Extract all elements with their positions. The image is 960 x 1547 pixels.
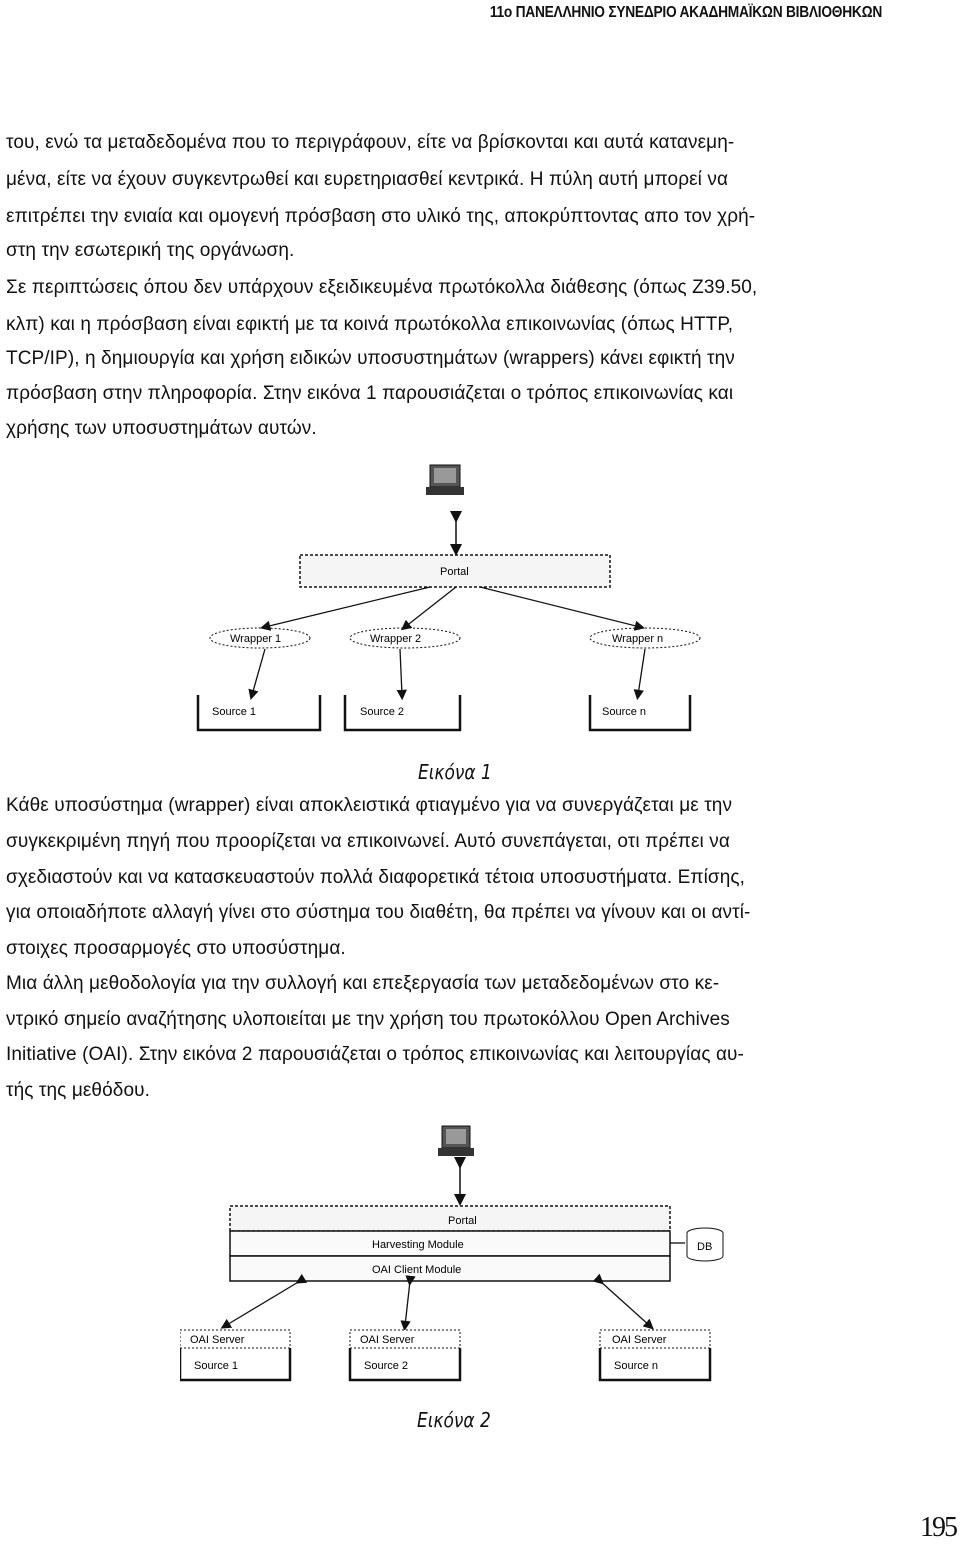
text-line: στοιχες προσαρμογές στο υποσύστημα. (6, 938, 346, 959)
text-line: μένα, είτε να έχουν συγκεντρωθεί και ευρετηριασθεί κεντρικά. Η πύλη αυτή μπορεί να (6, 169, 729, 190)
text-line: Σε περιπτώσεις όπου δεν υπάρχουν εξειδικευμένα πρωτόκολλα διάθεσης (όπως Ζ39.50, (6, 277, 758, 298)
running-header: 11ο ΠΑΝΕΛΛΗΝΙΟ ΣΥΝΕΔΡΙΟ ΑΚΑΔΗΜΑΪΚΩΝ ΒΙΒΛΙΟΘΗΚΩΝ (489, 4, 882, 21)
source-label: Source 1 (212, 706, 257, 718)
text-line: επιτρέπει την ενιαία και ομογενή πρόσβαση στο υλικό της, αποκρύπτοντας απο τον χρή- (6, 206, 756, 227)
wrapper-label: Wrapper 2 (370, 633, 422, 645)
figure-2-caption: Εικόνα 2 (417, 1408, 491, 1432)
text-line: σχεδιαστούν και να κατασκευαστούν πολλά διαφορετικά τέτοια υποσυστήματα. Επίσης, (6, 867, 746, 888)
text-line: για οποιαδήποτε αλλαγή γίνει στο σύστημα του διαθέτη, θα πρέπει να γίνουν και οι αντί- (6, 902, 751, 923)
wrapper-label: Wrapper 1 (230, 633, 282, 645)
figure-2-diagram (180, 1118, 740, 1398)
oai-server-label: OAI Server (190, 1334, 245, 1346)
oai-client-module-label: OAI Client Module (372, 1264, 462, 1276)
oai-server-label: OAI Server (612, 1334, 667, 1346)
text-line: τής της μεθόδου. (6, 1080, 150, 1101)
wrapper-label: Wrapper n (612, 633, 664, 645)
text-line: TCP/IP), η δημιουργία και χρήση ειδικών υποσυστημάτων (wrappers) κάνει εφικτή την (6, 348, 735, 369)
source-label: Source 1 (194, 1360, 239, 1372)
computer-icon (426, 465, 464, 495)
text-line: Κάθε υποσύστημα (wrapper) είναι αποκλειστικά φτιαγμένο για να συνεργάζεται με την (6, 795, 733, 816)
text-line: στη την εσωτερική της οργάνωση. (6, 240, 295, 261)
source-label: Source n (602, 706, 647, 718)
harvesting-module-label: Harvesting Module (372, 1239, 464, 1251)
source-label: Source 2 (364, 1360, 409, 1372)
text-line: του, ενώ τα μεταδεδομένα που το περιγράφουν, είτε να βρίσκονται και αυτά κατανεμη- (6, 132, 735, 153)
oai-server-label: OAI Server (360, 1334, 415, 1346)
db-label: DB (697, 1241, 713, 1253)
portal-label: Portal (448, 1215, 477, 1227)
text-line: κλπ) και η πρόσβαση είναι εφικτή με τα κοινά πρωτόκολλα επικοινωνίας (όπως HTTP, (6, 314, 734, 335)
text-line: πρόσβαση στην πληροφορία. Στην εικόνα 1 παρουσιάζεται ο τρόπος επικοινωνίας και (6, 383, 734, 404)
figure-1-diagram (190, 455, 720, 745)
portal-label: Portal (440, 566, 469, 578)
text-line: Initiative (OAI). Στην εικόνα 2 παρουσιάζεται ο τρόπος επικοινωνίας και λειτουργίας αυ- (6, 1044, 744, 1065)
text-line: συγκεκριμένη πηγή που προορίζεται να επικοινωνεί. Αυτό συνεπάγεται, οτι πρέπει να (6, 831, 730, 852)
text-line: ντρικό σημείο αναζήτησης υλοποιείται με την χρήση του πρωτοκόλλου Open Archives (6, 1009, 730, 1030)
source-label: Source 2 (360, 706, 405, 718)
page-number: 195 (920, 1512, 956, 1543)
text-line: χρήσης των υποσυστημάτων αυτών. (6, 418, 317, 439)
text-line: Μια άλλη μεθοδολογία για την συλλογή και επεξεργασία των μεταδεδομένων στο κε- (6, 973, 720, 994)
figure-1-caption: Εικόνα 1 (418, 760, 492, 784)
computer-icon (438, 1126, 474, 1156)
source-label: Source n (614, 1360, 659, 1372)
